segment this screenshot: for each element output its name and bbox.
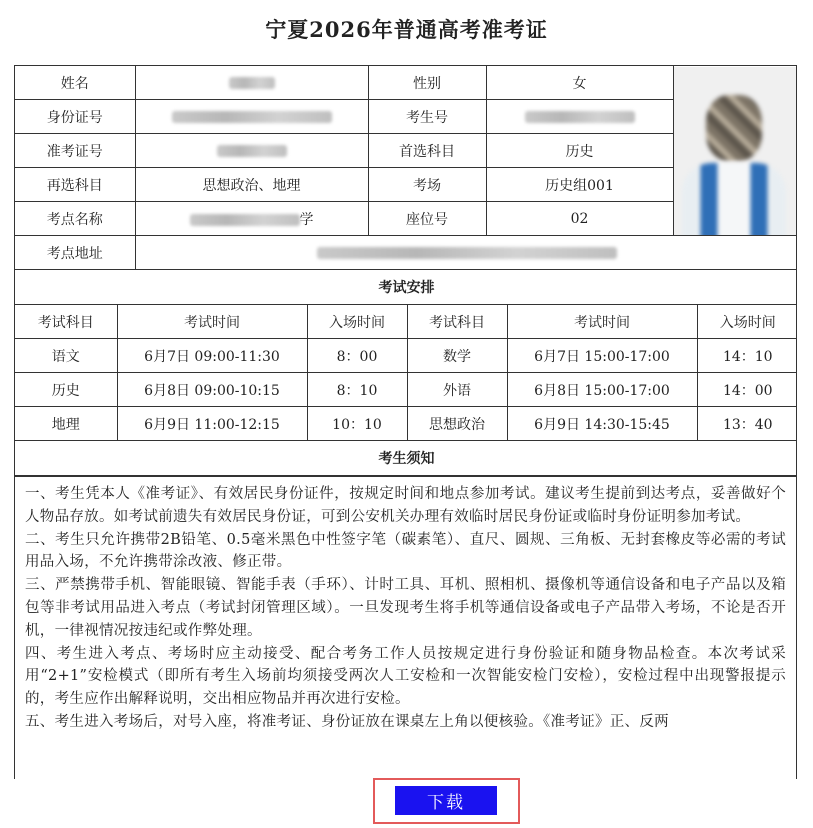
schedule-header: 考试时间 — [507, 305, 697, 339]
schedule-cell: 6月8日 09:00-10:15 — [117, 373, 307, 407]
name-value — [135, 66, 368, 100]
first-subject-label: 首选科目 — [368, 134, 486, 168]
room-label: 考场 — [368, 168, 486, 202]
candidate-info-table — [15, 66, 797, 270]
page-title: 宁夏2026年普通高考准考证 — [265, 17, 548, 42]
gender-label: 性别 — [368, 66, 486, 100]
schedule-header-row — [15, 305, 797, 339]
schedule-title: 考试安排 — [15, 270, 797, 305]
name-label: 姓名 — [15, 66, 135, 100]
schedule-header: 考试科目 — [15, 305, 117, 339]
schedule-cell: 6月8日 15:00-17:00 — [507, 373, 697, 407]
schedule-row — [15, 339, 797, 373]
schedule-cell: 14：10 — [697, 339, 797, 373]
schedule-cell: 8：10 — [307, 373, 407, 407]
notes-paragraph: 三、严禁携带手机、智能眼镜、智能手表（手环）、计时工具、耳机、照相机、摄像机等通信设备和电子产品以及箱包等非考试用品进入考点（考试封闭管理区域）。一旦发现考生将手机等通信设备或电子产品带入考场，不论是否开机，一律视情况按违纪或作弊处理。 — [25, 577, 786, 639]
schedule-header: 入场时间 — [697, 305, 797, 339]
schedule-cell: 6月7日 09:00-11:30 — [117, 339, 307, 373]
exam-number-label: 考生号 — [368, 100, 486, 134]
ticket-number-label: 准考证号 — [15, 134, 135, 168]
notes-paragraph: 二、考生只允许携带2B铅笔、0.5毫米黑色中性签字笔（碳素笔）、直尺、圆规、三角板、无封套橡皮等必需的考试用品入场，不允许携带涂改液、修正带。 — [25, 531, 786, 571]
schedule-cell: 10：10 — [307, 407, 407, 441]
second-subject-value: 思想政治、地理 — [135, 168, 368, 202]
seat-label: 座位号 — [368, 202, 486, 236]
download-highlight — [373, 778, 520, 824]
site-address-value — [135, 236, 797, 270]
photo-cell — [673, 66, 797, 236]
download-button[interactable]: 下载 — [395, 786, 497, 815]
second-subject-label: 再选科目 — [15, 168, 135, 202]
schedule-header: 考试科目 — [407, 305, 507, 339]
schedule-cell: 数学 — [407, 339, 507, 373]
notes-paragraph: 五、考生进入考场后，对号入座，将准考证、身份证放在课桌左上角以便核验。《准考证》正、反两 — [25, 713, 669, 730]
schedule-header: 入场时间 — [307, 305, 407, 339]
site-address-label: 考点地址 — [15, 236, 135, 270]
schedule-row — [15, 373, 797, 407]
notes-title: 考生须知 — [15, 441, 797, 476]
schedule-cell: 13：40 — [697, 407, 797, 441]
id-number-label: 身份证号 — [15, 100, 135, 134]
schedule-cell: 14：00 — [697, 373, 797, 407]
id-number-value — [135, 100, 368, 134]
schedule-cell: 6月9日 11:00-12:15 — [117, 407, 307, 441]
schedule-row — [15, 407, 797, 441]
site-name-label: 考点名称 — [15, 202, 135, 236]
exam-number-value — [486, 100, 673, 134]
schedule-header: 考试时间 — [117, 305, 307, 339]
schedule-cell: 8：00 — [307, 339, 407, 373]
site-name-value — [135, 202, 368, 236]
notes-paragraph: 一、考生凭本人《准考证》、有效居民身份证件，按规定时间和地点参加考试。建议考生提前到达考点，妥善做好个人物品存放。如考试前遗失有效居民身份证，可到公安机关办理有效临时居民身份证或临时身份证明参加考试。 — [25, 486, 786, 525]
notes-paragraph: 四、考生进入考点、考场时应主动接受、配合考务工作人员按规定进行身份验证和随身物品检查。本次考试采用“2+1”安检模式（即所有考生入场前均须接受两次人工安检和一次智能安检门安检），安检过程中出现警报提示的，考生应作出解释说明，交出相应物品并再次进行安检。 — [25, 645, 786, 708]
schedule-cell: 6月7日 15:00-17:00 — [507, 339, 697, 373]
ticket-number-value — [135, 134, 368, 168]
schedule-cell: 语文 — [15, 339, 117, 373]
gender-value: 女 — [486, 66, 673, 100]
seat-value: 02 — [486, 202, 673, 236]
schedule-table — [15, 270, 797, 476]
schedule-cell: 历史 — [15, 373, 117, 407]
schedule-cell: 地理 — [15, 407, 117, 441]
schedule-cell: 思想政治 — [407, 407, 507, 441]
candidate-notes — [15, 476, 796, 734]
admission-ticket — [14, 65, 797, 779]
site-name-suffix: 学 — [299, 211, 314, 228]
room-value: 历史组001 — [486, 168, 673, 202]
candidate-photo — [674, 67, 798, 235]
schedule-cell: 外语 — [407, 373, 507, 407]
schedule-cell: 6月9日 14:30-15:45 — [507, 407, 697, 441]
first-subject-value: 历史 — [486, 134, 673, 168]
